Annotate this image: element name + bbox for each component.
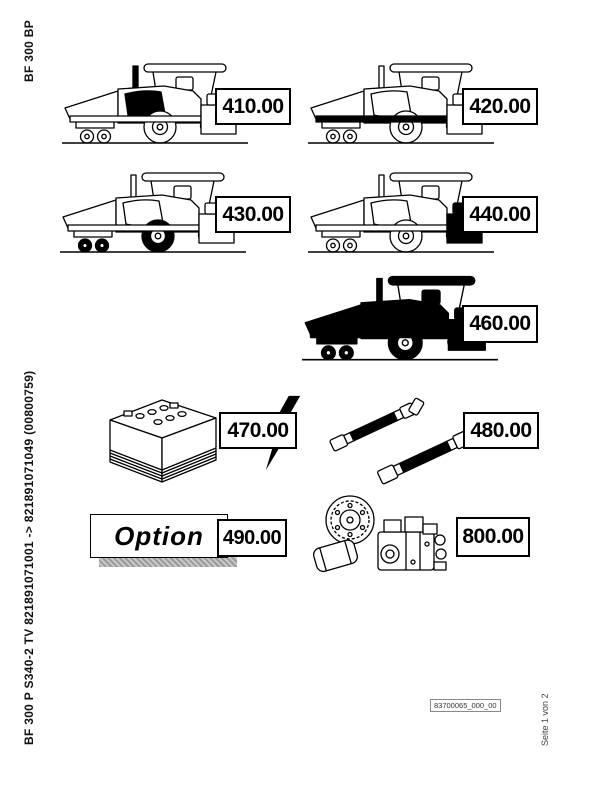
- group-number-box-430[interactable]: 430.00: [215, 196, 291, 233]
- option-badge: Option: [90, 514, 228, 558]
- model-header-vertical: BF 300 BP: [22, 19, 36, 82]
- hydraulic-hoses-icon: [322, 390, 482, 485]
- group-number-box-490[interactable]: 490.00: [217, 519, 287, 557]
- page-indicator: Seite 1 von 2: [540, 693, 550, 746]
- group-number-box-420[interactable]: 420.00: [462, 88, 538, 125]
- group-number-box-460[interactable]: 460.00: [462, 305, 538, 343]
- doc-ref-box: 83700065_000_00: [430, 699, 501, 712]
- battery-icon: [92, 390, 232, 484]
- group-number-box-440[interactable]: 440.00: [462, 196, 538, 233]
- figure-group-480: [322, 390, 482, 485]
- group-number-box-480[interactable]: 480.00: [463, 412, 539, 449]
- pump-assembly-icon: [306, 492, 456, 592]
- group-number-box-800[interactable]: 800.00: [456, 517, 530, 557]
- group-number-box-410[interactable]: 410.00: [215, 88, 291, 125]
- model-serial-footer-vertical: BF 300 P S340-2 TV 821891071001 -> 821891071049 (00800759): [22, 370, 36, 745]
- group-number-box-470[interactable]: 470.00: [219, 412, 297, 449]
- figure-group-800: [306, 492, 456, 592]
- figure-group-470: [92, 390, 232, 484]
